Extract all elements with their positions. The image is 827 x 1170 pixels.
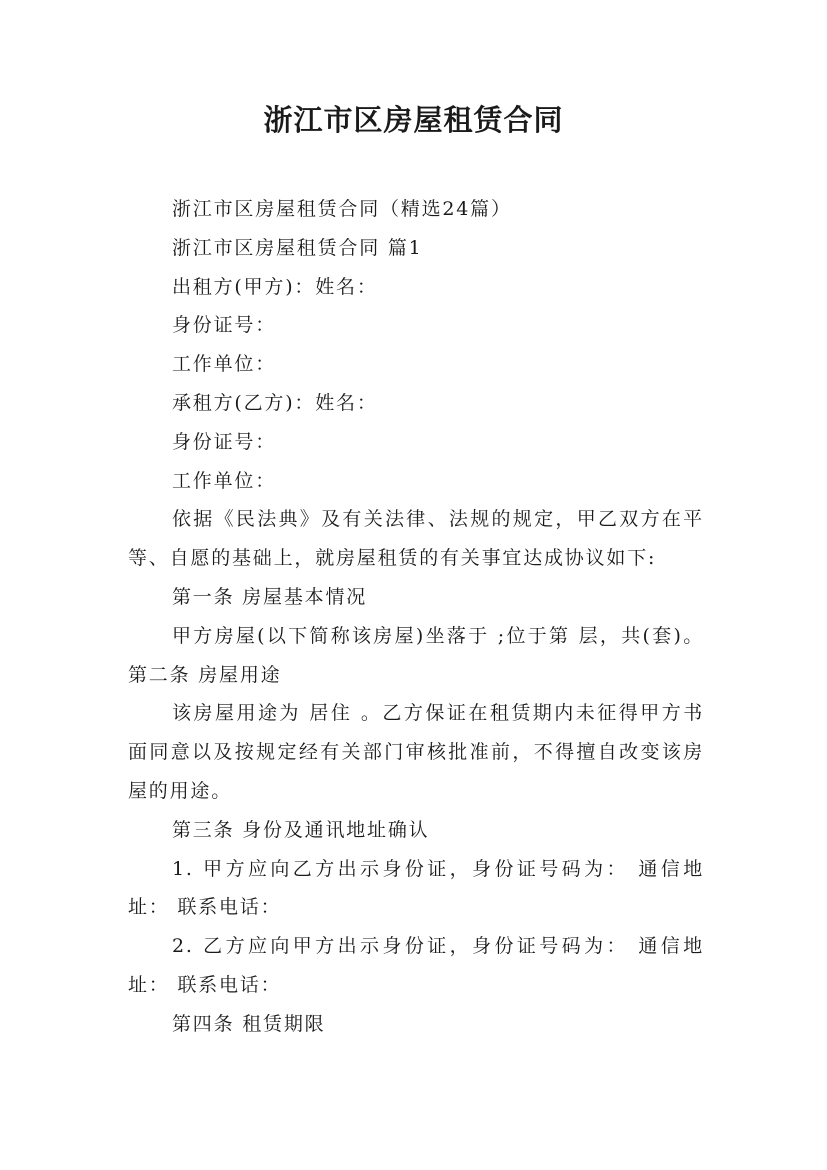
paragraph-article-1-body: 甲方房屋(以下简称该房屋)坐落于 ;位于第 层，共(套)。 第二条 房屋用途 [128, 624, 704, 686]
document-body [128, 190, 704, 1044]
paragraph-lessee-id: 身份证号： [172, 430, 277, 453]
paragraph-article-2-body: 该房屋用途为 居住 。乙方保证在租赁期内未征得甲方书面同意以及按规定经有关部门审核批准前，不得擅自改变该房屋的用途。 [128, 702, 704, 802]
paragraph-article-3-item-2: 2. 乙方应向甲方出示身份证，身份证号码为： 通信地址： 联系电话： [128, 935, 704, 996]
paragraph-lessee-employer: 工作单位： [172, 469, 277, 492]
paragraph-article-3-item-1: 1. 甲方应向乙方出示身份证，身份证号码为： 通信地址： 联系电话： [128, 857, 704, 919]
paragraph-section-heading: 浙江市区房屋租赁合同 篇1 [172, 236, 423, 259]
paragraph-article-3-heading: 第三条 身份及通讯地址确认 [172, 818, 430, 841]
paragraph-article-4-heading: 第四条 租赁期限 [172, 1012, 326, 1035]
paragraph-subtitle: 浙江市区房屋租赁合同（精选24篇） [172, 198, 512, 220]
paragraph-lessor-name: 出租方(甲方)：姓名： [172, 275, 378, 298]
document-title: 浙江市区房屋租赁合同 [263, 103, 564, 137]
paragraph-lessor-id: 身份证号： [172, 314, 277, 337]
paragraph-lessee-name: 承租方(乙方)：姓名： [172, 391, 378, 414]
paragraph-lessor-employer: 工作单位： [172, 353, 277, 376]
paragraph-preamble: 依据《民法典》及有关法律、法规的规定，甲乙双方在平等、自愿的基础上，就房屋租赁的有关事宜达成协议如下: [128, 508, 704, 570]
paragraph-article-1-heading: 第一条 房屋基本情况 [172, 585, 368, 608]
